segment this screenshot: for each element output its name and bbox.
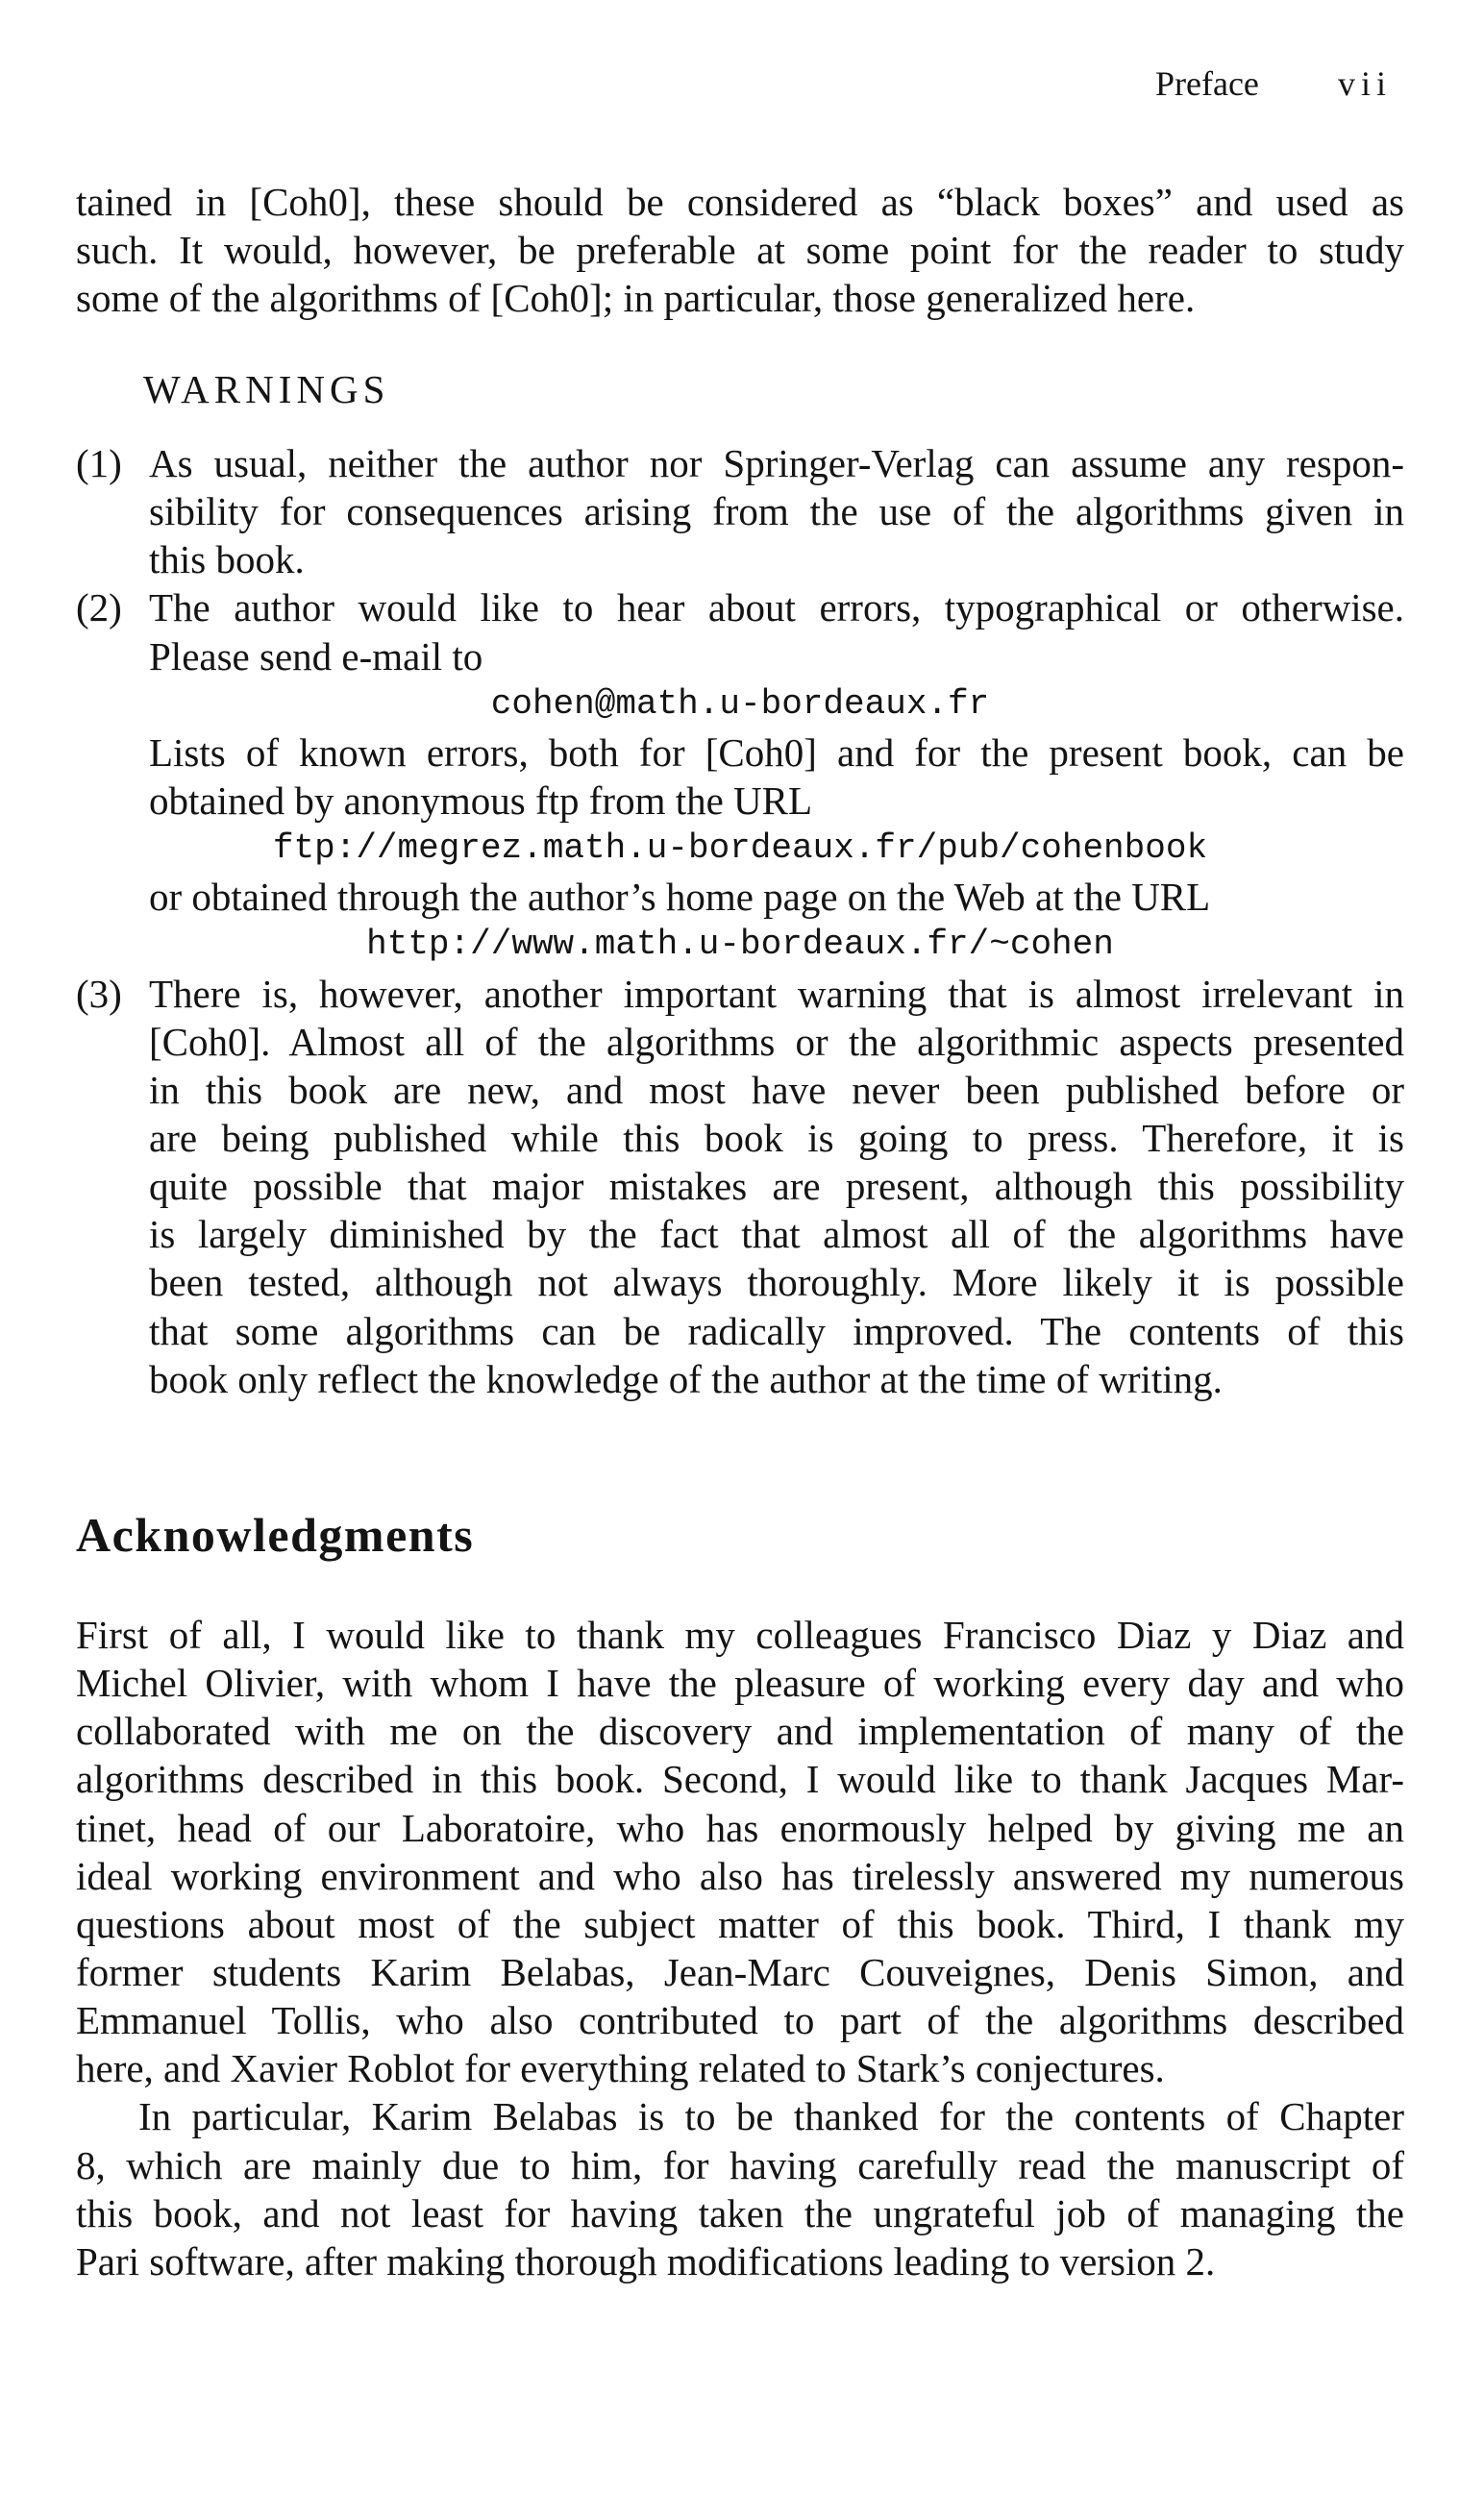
text-line: here, and Xavier Roblot for everything related to Stark’s conjectures. [76,2046,1165,2091]
acknowledgments-heading: Acknowledgments [76,1508,475,1562]
item-text [149,970,1404,1403]
text-line: been tested, although not always thoroughly. More likely it is possible [149,1260,1404,1305]
text-line: In particular, Karim Belabas is to be thanked for the contents of Chapter [138,2094,1404,2139]
text-line: tinet, head of our Laboratoire, who has enormously helped by giving me an [76,1805,1404,1850]
item-number: (3) [76,971,122,1016]
item-text [149,583,1404,969]
ftp-url: ftp://megrez.math.u-bordeaux.fr/pub/cohenbook [272,828,1208,869]
text-line: quite possible that major mistakes are present, although this possibility [149,1164,1404,1209]
text-line: this book. [149,537,305,582]
item-number: (1) [76,441,122,485]
text-line: Pari software, after making thorough modifications leading to version 2. [76,2238,1216,2284]
text-line: that some algorithms can be radically improved. The contents of this [149,1308,1404,1353]
warning-item [76,970,1404,1403]
text-line: There is, however, another important warning that is almost irrelevant in [149,971,1404,1016]
intro-paragraph [76,178,1404,322]
text-line: sibility for consequences arising from the use of the algorithms given in [149,489,1404,534]
text-line: tained in [Coh0], these should be considered as “black boxes” and used as [76,180,1404,224]
text-line: collaborated with me on the discovery and implementation of many of the [76,1709,1404,1754]
item-text [149,439,1404,583]
text-line: Please send e-mail to [149,633,483,679]
text-line: Michel Olivier, with whom I have the pleasure of working every day and who [76,1661,1404,1706]
item-number: (2) [76,585,122,630]
page-number: vii [1338,64,1393,103]
warning-item [76,439,1404,583]
text-line: As usual, neither the author nor Springer-Verlag can assume any respon- [149,441,1404,485]
text-line: ideal working environment and who also has tirelessly answered my numerous [76,1853,1404,1898]
text-line: in this book are new, and most have never been published before or [149,1067,1404,1112]
text-line: 8, which are mainly due to him, for having carefully read the manuscript of [76,2142,1404,2187]
warnings-list [76,439,1404,1403]
paragraph [76,1611,1404,2092]
acknowledgments-body [76,1611,1404,2285]
text-line: questions about most of the subject matter of this book. Third, I thank my [76,1901,1404,1946]
text-line: some of the algorithms of [Coh0]; in particular, those generalized here. [76,276,1196,321]
paragraph [76,2092,1404,2285]
text-line: or obtained through the author’s home page on the Web at the URL [149,875,1211,920]
text-line: are being published while this book is going to press. Therefore, it is [149,1115,1404,1160]
text-line: Emmanuel Tollis, who also contributed to part of the algorithms described [76,1998,1404,2043]
text-line: former students Karim Belabas, Jean-Marc Couveignes, Denis Simon, and [76,1949,1404,1994]
text-line: First of all, I would like to thank my colleagues Francisco Diaz y Diaz and [76,1613,1404,1657]
text-line: The author would like to hear about errors, typographical or otherwise. [149,585,1404,630]
web-url: http://www.math.u-bordeaux.fr/~cohen [366,925,1114,965]
text-line: this book, and not least for having taken the ungrateful job of managing the [76,2190,1404,2235]
warning-item [76,583,1404,969]
text-line: is largely diminished by the fact that almost all of the algorithms have [149,1212,1404,1257]
email-address: cohen@math.u-bordeaux.fr [490,683,990,724]
text-line: such. It would, however, be preferable at some point for the reader to study [76,228,1404,273]
text-line: Lists of known errors, both for [Coh0] and for the present book, can be [149,729,1404,775]
text-line: book only reflect the knowledge of the author at the time of writing. [149,1356,1223,1401]
running-header-section: Preface [1155,64,1259,103]
text-line: obtained by anonymous ftp from the URL [149,778,813,823]
text-line: algorithms described in this book. Second, I would like to thank Jacques Mar- [76,1757,1404,1802]
warnings-heading: WARNINGS [143,367,390,411]
text-line: [Coh0]. Almost all of the algorithms or the algorithmic aspects presented [149,1019,1404,1064]
